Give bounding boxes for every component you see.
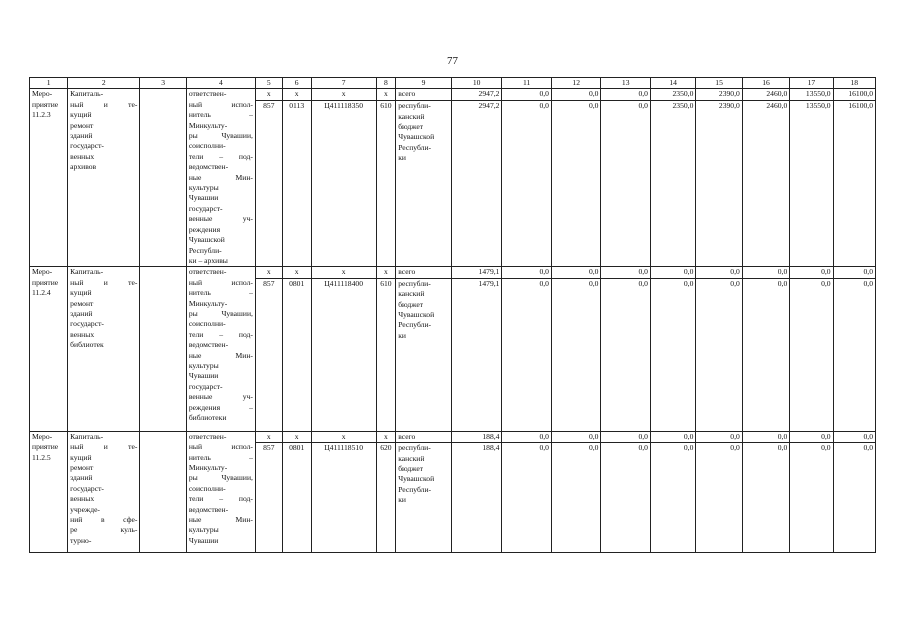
amount-cell: 2460,0: [742, 89, 789, 101]
measure-name-line: Меро-: [32, 431, 53, 441]
column-number: 9: [396, 78, 452, 89]
executor-line: культуры: [188, 360, 219, 370]
amount-cell: 188,4: [451, 443, 502, 553]
funding-source-line: ки: [398, 495, 406, 505]
funding-source-cell: [396, 443, 452, 553]
measure-title-line: библиотек: [70, 340, 104, 350]
executor-line: нитель –: [188, 452, 253, 462]
funding-source-line: канский: [398, 453, 425, 463]
measure-title-line: зданий: [70, 473, 93, 483]
executor-line: ведомствен-: [188, 162, 229, 172]
amount-cell: 0,0: [502, 89, 552, 101]
section-code-cell: 0801: [282, 443, 311, 553]
amount-cell: 0,0: [742, 443, 789, 553]
grbs-code-cell: х: [255, 431, 282, 442]
funding-source-line: республи-: [398, 101, 431, 111]
grbs-code-cell: 857: [255, 443, 282, 553]
grbs-code-cell: х: [255, 89, 282, 101]
amount-cell: 0,0: [833, 443, 875, 553]
amount-cell: 0,0: [742, 431, 789, 442]
executor-line: венные уч-: [188, 214, 253, 224]
measure-title-line: Капиталь-: [70, 431, 104, 441]
executor-line: библиотеки: [188, 413, 227, 422]
measure-title-line: государст-: [70, 141, 104, 151]
amount-cell: 0,0: [790, 431, 833, 442]
target-article-cell: х: [311, 431, 376, 442]
measure-title-line: Капиталь-: [70, 89, 104, 99]
expense-type-cell: х: [376, 89, 396, 101]
column-number: 16: [742, 78, 789, 89]
funding-source-line: республи-: [398, 443, 431, 453]
amount-cell: 1479,1: [451, 267, 502, 278]
funding-source-line: Республи-: [398, 142, 432, 152]
funding-source-line: ки: [398, 153, 406, 163]
column-number: 18: [833, 78, 875, 89]
executor-line: нитель –: [188, 288, 253, 298]
amount-cell: 1479,1: [451, 278, 502, 431]
measure-title-cell: [68, 89, 140, 267]
amount-cell: 2390,0: [696, 101, 742, 267]
measure-name-line: приятие: [32, 277, 59, 287]
measure-title-line: учрежде-: [70, 504, 100, 514]
measure-title-line: кущий: [70, 110, 92, 120]
amount-cell: 0,0: [551, 89, 601, 101]
amount-cell: 0,0: [742, 267, 789, 278]
measure-name-line: Меро-: [32, 267, 53, 277]
executor-line: тели – под-: [188, 329, 253, 339]
executor-line: Чувашии: [188, 371, 219, 381]
amount-cell: 0,0: [502, 431, 552, 442]
amount-cell: 0,0: [650, 278, 695, 431]
column-3-cell: [140, 89, 186, 267]
column-number: 17: [790, 78, 833, 89]
amount-cell: 2350,0: [650, 89, 695, 101]
expense-type-cell: х: [376, 431, 396, 442]
grbs-code-cell: х: [255, 267, 282, 278]
executor-cell: [186, 267, 255, 431]
target-article-cell: х: [311, 267, 376, 278]
section-code-cell: х: [282, 267, 311, 278]
measure-name-line: приятие: [32, 442, 59, 452]
amount-cell: 0,0: [833, 431, 875, 442]
column-number: 4: [186, 78, 255, 89]
executor-line: ные Мин-: [188, 514, 253, 524]
amount-cell: 0,0: [502, 101, 552, 267]
funding-source-line: бюджет: [398, 463, 424, 473]
target-article-cell: х: [311, 89, 376, 101]
measure-title-line: ремонт: [70, 462, 94, 472]
executor-line: Минкульту-: [188, 462, 228, 472]
grbs-code-cell: 857: [255, 101, 282, 267]
measure-title-line: ремонт: [70, 120, 94, 130]
amount-cell: 0,0: [551, 267, 601, 278]
section-code-cell: х: [282, 89, 311, 101]
section-code-cell: 0113: [282, 101, 311, 267]
executor-line: Республи-: [188, 245, 222, 255]
amount-cell: 0,0: [601, 267, 651, 278]
measure-title-line: венных: [70, 329, 95, 339]
measure-name-cell: [30, 89, 68, 267]
executor-line: ные Мин-: [188, 172, 253, 182]
column-number: 7: [311, 78, 376, 89]
measure-title-line: венных: [70, 151, 95, 161]
budget-table: [29, 77, 876, 553]
column-number: 11: [502, 78, 552, 89]
executor-line: ответствен-: [188, 267, 227, 277]
executor-line: тели – под-: [188, 151, 253, 161]
amount-cell: 0,0: [551, 101, 601, 267]
column-number: 3: [140, 78, 186, 89]
table-row: [30, 89, 876, 101]
target-article-cell: Ц411118400: [311, 278, 376, 431]
executor-line: ответствен-: [188, 89, 227, 99]
executor-line: ный испол-: [188, 277, 253, 287]
executor-line: реждения: [188, 224, 221, 234]
amount-cell: 188,4: [451, 431, 502, 442]
measure-name-line: 11.2.3: [32, 110, 51, 120]
funding-source-line: Чувашской: [398, 474, 435, 484]
executor-line: ные Мин-: [188, 350, 253, 360]
amount-cell: 2390,0: [696, 89, 742, 101]
amount-cell: 0,0: [833, 267, 875, 278]
amount-cell: 0,0: [601, 443, 651, 553]
section-code-cell: х: [282, 431, 311, 442]
measure-title-line: государст-: [70, 319, 104, 329]
executor-line: нитель –: [188, 110, 253, 120]
executor-line: ры Чувашии,: [188, 308, 253, 318]
amount-cell: 0,0: [696, 431, 742, 442]
funding-source-line: Чувашской: [398, 309, 435, 319]
column-number: 15: [696, 78, 742, 89]
funding-source-line: Республи-: [398, 484, 432, 494]
funding-source-line: бюджет: [398, 121, 424, 131]
funding-source-line: ки: [398, 330, 406, 340]
funding-source-line: канский: [398, 111, 425, 121]
executor-line: ки – архивы: [188, 255, 228, 265]
column-number: 10: [451, 78, 502, 89]
funding-source-line: Чувашской: [398, 132, 435, 142]
measure-name-cell: [30, 431, 68, 552]
funding-source-line: Республи-: [398, 320, 432, 330]
executor-line: культуры: [188, 525, 219, 535]
executor-line: Минкульту-: [188, 298, 228, 308]
column-number: 8: [376, 78, 396, 89]
column-number: 1: [30, 78, 68, 89]
target-article-cell: Ц411118350: [311, 101, 376, 267]
amount-cell: 0,0: [696, 267, 742, 278]
measure-name-cell: [30, 267, 68, 431]
executor-cell: [186, 431, 255, 552]
amount-cell: 0,0: [601, 278, 651, 431]
executor-line: ры Чувашии,: [188, 473, 253, 483]
amount-cell: 0,0: [696, 278, 742, 431]
amount-cell: 0,0: [650, 267, 695, 278]
amount-cell: 0,0: [790, 278, 833, 431]
executor-line: венные уч-: [188, 392, 253, 402]
amount-cell: 0,0: [650, 431, 695, 442]
expense-type-cell: х: [376, 267, 396, 278]
executor-line: тели – под-: [188, 494, 253, 504]
expense-type-cell: 610: [376, 101, 396, 267]
column-number: 2: [68, 78, 140, 89]
executor-line: ведомствен-: [188, 340, 229, 350]
measure-title-line: архивов: [70, 162, 97, 172]
measure-title-line: ре куль-: [70, 525, 138, 535]
funding-source-line: республи-: [398, 278, 431, 288]
amount-cell: 13550,0: [790, 101, 833, 267]
measure-title-line: венных: [70, 494, 95, 504]
executor-line: Минкульту-: [188, 120, 228, 130]
executor-line: реждения –: [188, 402, 253, 412]
expense-type-cell: 610: [376, 278, 396, 431]
executor-line: ры Чувашии,: [188, 131, 253, 141]
funding-source-cell: [396, 101, 452, 267]
measure-name-line: 11.2.4: [32, 288, 51, 298]
measure-title-line: ремонт: [70, 298, 94, 308]
amount-cell: 0,0: [742, 278, 789, 431]
funding-source-cell: всего: [396, 431, 452, 442]
amount-cell: 0,0: [502, 443, 552, 553]
measure-title-line: ный и те-: [70, 277, 138, 287]
page-number: 77: [447, 55, 458, 67]
table-row: [30, 267, 876, 278]
expense-type-cell: 620: [376, 443, 396, 553]
executor-line: соисполни-: [188, 483, 226, 493]
executor-line: ведомствен-: [188, 504, 229, 514]
amount-cell: 0,0: [551, 443, 601, 553]
executor-line: ответствен-: [188, 431, 227, 441]
executor-line: Чувашии: [188, 193, 219, 203]
amount-cell: 16100,0: [833, 101, 875, 267]
executor-line: культуры: [188, 183, 219, 193]
target-article-cell: Ц411118510: [311, 443, 376, 553]
executor-line: Чувашии: [188, 535, 219, 545]
funding-source-line: бюджет: [398, 299, 424, 309]
amount-cell: 0,0: [601, 101, 651, 267]
amount-cell: 0,0: [833, 278, 875, 431]
funding-source-line: канский: [398, 289, 425, 299]
measure-title-cell: [68, 267, 140, 431]
measure-title-line: зданий: [70, 308, 93, 318]
section-code-cell: 0801: [282, 278, 311, 431]
column-number: 6: [282, 78, 311, 89]
measure-title-line: кущий: [70, 288, 92, 298]
measure-title-line: Капиталь-: [70, 267, 104, 277]
executor-line: соисполни-: [188, 141, 226, 151]
amount-cell: 2947,2: [451, 89, 502, 101]
measure-name-line: 11.2.5: [32, 452, 51, 462]
measure-title-line: государст-: [70, 483, 104, 493]
column-numbers-row: [30, 78, 876, 89]
measure-name-line: приятие: [32, 99, 59, 109]
measure-title-line: кущий: [70, 452, 92, 462]
amount-cell: 13550,0: [790, 89, 833, 101]
measure-title-line: ный и те-: [70, 99, 138, 109]
measure-title-cell: [68, 431, 140, 552]
amount-cell: 0,0: [551, 431, 601, 442]
executor-line: ный испол-: [188, 442, 253, 452]
amount-cell: 0,0: [551, 278, 601, 431]
funding-source-cell: [396, 278, 452, 431]
amount-cell: 0,0: [696, 443, 742, 553]
table-row: [30, 431, 876, 442]
measure-name-line: Меро-: [32, 89, 53, 99]
amount-cell: 0,0: [502, 278, 552, 431]
executor-cell: [186, 89, 255, 267]
executor-line: государст-: [188, 203, 223, 213]
column-3-cell: [140, 267, 186, 431]
column-number: 14: [650, 78, 695, 89]
column-number: 12: [551, 78, 601, 89]
amount-cell: 2460,0: [742, 101, 789, 267]
column-number: 5: [255, 78, 282, 89]
amount-cell: 0,0: [502, 267, 552, 278]
measure-title-line: турно-: [70, 535, 92, 545]
executor-line: государст-: [188, 381, 223, 391]
amount-cell: 2350,0: [650, 101, 695, 267]
amount-cell: 2947,2: [451, 101, 502, 267]
executor-line: Чувашской: [188, 235, 225, 245]
amount-cell: 16100,0: [833, 89, 875, 101]
column-number: 13: [601, 78, 651, 89]
amount-cell: 0,0: [790, 267, 833, 278]
measure-title-line: ний в сфе-: [70, 514, 138, 524]
executor-line: соисполни-: [188, 319, 226, 329]
measure-title-line: зданий: [70, 131, 93, 141]
column-3-cell: [140, 431, 186, 552]
amount-cell: 0,0: [650, 443, 695, 553]
funding-source-cell: всего: [396, 267, 452, 278]
executor-line: ный испол-: [188, 99, 253, 109]
funding-source-cell: всего: [396, 89, 452, 101]
amount-cell: 0,0: [790, 443, 833, 553]
grbs-code-cell: 857: [255, 278, 282, 431]
amount-cell: 0,0: [601, 431, 651, 442]
amount-cell: 0,0: [601, 89, 651, 101]
measure-title-line: ный и те-: [70, 442, 138, 452]
